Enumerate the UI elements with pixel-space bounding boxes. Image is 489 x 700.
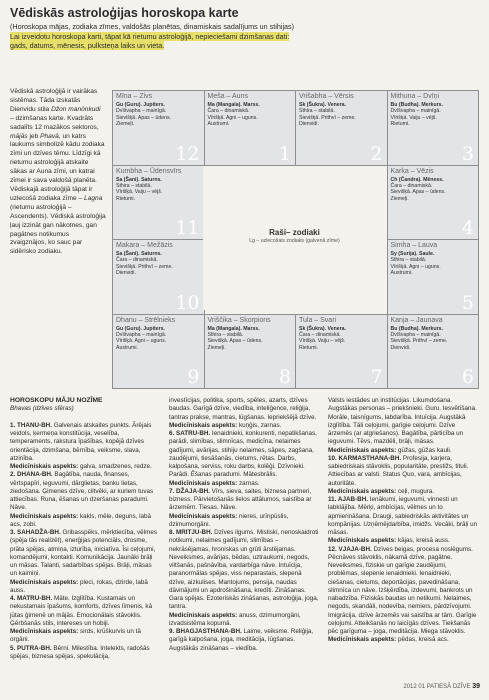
heading-text: HOROSKOPU MĀJU NOZĪME xyxy=(10,397,103,404)
house-cell xyxy=(112,314,205,390)
italic-text: Lagna xyxy=(84,194,103,202)
house-element: Vīrišķā. Vaiju – vējš. xyxy=(299,338,346,345)
medical-label: Medicīniskais aspekts: xyxy=(328,446,397,454)
house-cell xyxy=(387,239,480,315)
house-planet: Sk (Šukra). Venera. xyxy=(299,325,346,332)
medical-text: anuss, dzimumorgāni, izvadsistēma kopumā. xyxy=(169,611,301,627)
house-paragraph xyxy=(10,529,160,579)
italic-text: Phavā xyxy=(40,132,59,140)
medical-text: kakls, mēle, deguns, labā acs, zobi. xyxy=(10,512,152,528)
house-cell xyxy=(204,314,297,390)
text-run: , un katrs laukums simbolizē kādu zodiaka zīmi un dzīves tēmu. Līdzīgi kā rietumu astroloģijā atskaite sākas ar Auna zīmi, un katrai zīmei ir sava valdošā planēta. Vēdiskajā astroloģijā tāpat ir uzlecošā zodiaka zīme – xyxy=(10,132,105,202)
house-label: 8. MRITJU-BH. xyxy=(169,529,213,536)
medical-aspect xyxy=(169,513,319,530)
house-number: 9 xyxy=(187,366,200,388)
medical-text: sirds, krūškurvis un tā orgāni. xyxy=(10,628,141,644)
house-paragraph xyxy=(10,471,160,512)
text-column-1 xyxy=(10,397,160,661)
highlighted-text: Lai izveidotu horoskopa karti, tāpat kā rietumu astroloģijā, nepieciešami dzimšanas dati: xyxy=(10,31,290,41)
house-label: 3. SAHADŽA-BH. xyxy=(10,529,61,536)
house-cell xyxy=(112,165,205,241)
house-cell xyxy=(112,90,205,166)
highlighted-text: gads, datums, mēnesis, pulksteņa laiks un vieta. xyxy=(10,41,165,50)
house-direction: Rietumi. xyxy=(116,195,136,202)
chart-center-title: Raši– zodiaki xyxy=(269,228,320,237)
italic-text: Džon manōnkudi xyxy=(51,105,101,113)
house-quality: Dvīšvapha – mainīgā. xyxy=(390,331,441,338)
house-sign-name: Vriščika – Skorpions xyxy=(207,316,271,324)
house-direction: Dienvidi. xyxy=(390,344,411,351)
house-label: 9. BHAGJASTHANA-BH. xyxy=(169,628,242,635)
house-sign-name: Mithuna – Dvīņi xyxy=(390,93,440,100)
house-direction: Ziemeļi. xyxy=(390,195,409,202)
house-quality: Sthira – stabilā. xyxy=(299,108,335,115)
house-quality: Čara – dinamiskā. xyxy=(299,331,341,338)
house-number: 6 xyxy=(461,366,474,388)
medical-label: Medicīniskais aspekts: xyxy=(10,628,79,635)
medical-text: zarnas. xyxy=(237,479,260,487)
medical-text: kuņģis, zarnas. xyxy=(237,421,282,429)
house-cell xyxy=(387,165,480,241)
house-direction: Dienvidi. xyxy=(116,270,136,276)
medical-label: Medicīniskais aspekts: xyxy=(169,421,238,429)
medical-text: ceļi, mugura. xyxy=(396,487,435,495)
house-direction: Austrumi. xyxy=(207,121,230,127)
house-quality: Dvīšvapha – mainīgā. xyxy=(116,331,167,338)
medical-aspect xyxy=(169,480,319,488)
house-number: 10 xyxy=(175,291,200,314)
house-description: Bagātība, nauda, finanses, vērtspapīri, ieguvumi, dārglietas, banku lietas, ziedošana. Ģimenes dzīve, ciltvēki, ar kuriem tuvas attiecības. Runa, ēšanas un dzeršanas paradumi. Nāve. xyxy=(10,471,154,512)
horoscope-chart xyxy=(112,90,478,388)
house-label: 5. PUTRA-BH. xyxy=(10,644,52,652)
house-quality: Dvīšvapha – mainīgā. xyxy=(116,108,167,115)
house-quality: Čara – dinamiskā. xyxy=(116,257,158,264)
house-planet: Ma (Mangala). Marss. xyxy=(207,325,260,332)
house-quality: Dvīšvapha – mainīgā. xyxy=(390,108,441,115)
house-element: Vīrišķā. Vaiju – vējš. xyxy=(390,114,437,121)
house-paragraph xyxy=(169,488,319,513)
house-quality: Čara – dinamiskā. xyxy=(207,108,250,115)
house-description: Ienākumi, ieguvumi, vinnesti un labklājība. Mērķi, ambīcijas, vēlmes un to apmierināšana. Draugi, sabiedriskās aktivitātes un kompānijas. Uzņēmējdarbība, imidžs. Vecāki, brāļi un māsas. xyxy=(328,496,478,536)
house-paragraph xyxy=(10,595,160,628)
house-number: 2 xyxy=(370,142,383,165)
house-paragraph xyxy=(169,529,319,612)
house-paragraph xyxy=(10,422,160,463)
house-planet: Sa (Šani). Saturns. xyxy=(116,176,162,183)
medical-aspect xyxy=(169,612,319,629)
house-quality: Sthira – stabilā. xyxy=(390,257,427,264)
house-label: 7. DŽAJA-BH. xyxy=(169,487,210,495)
house-direction: Rietumi. xyxy=(390,121,410,127)
house-sign-name: Makara – Mežāzis xyxy=(116,242,173,249)
text-run: Vēdiskā astroloģijā ir vairākas sistēmas. Tāda izskatās Dienvidu stila xyxy=(10,88,98,113)
house-element: Sievišķā. Apas – ūdens. xyxy=(116,114,172,121)
medical-label: Medicīniskais aspekts: xyxy=(10,512,79,520)
house-element: Sievišķā. Prithvī – zeme. xyxy=(299,114,356,121)
medical-text: galva, smadzenes, redze. xyxy=(78,463,152,470)
medical-text: pēdas, kreisā acs. xyxy=(396,636,449,644)
house-sign-name: Dhanu – Strēlnieks xyxy=(116,316,176,324)
sidebar-paragraph xyxy=(10,88,106,257)
house-paragraph xyxy=(169,430,319,480)
medical-text: kājas, kreisā auss. xyxy=(396,537,450,545)
medical-label: Medicīniskais aspekts: xyxy=(169,611,238,619)
house-element: Sievišķā. Apas – ūdens. xyxy=(390,189,446,196)
medical-aspect xyxy=(328,537,478,545)
house-description: Vīrs, sieva, saites, biznesa partneri, bizness. Pārvietošanās lielos attālumos, saistība ar ārzemēm. Tiesas. Nāve. xyxy=(169,487,312,512)
text-column-3 xyxy=(328,397,478,645)
medical-label: Medicīniskais aspekts: xyxy=(169,512,238,520)
house-direction: Austrumi. xyxy=(390,270,413,276)
intro-line: (Horoskopa mājas, zodiaka zīmes, valdošās planētas, dinamiskais sadalījums un stihijas) xyxy=(10,22,295,31)
house-label: 4. MATRU-BH. xyxy=(10,595,53,602)
house-label: 11. AJAB-BH. xyxy=(328,496,369,503)
section-heading xyxy=(10,397,160,405)
medical-text: pleci, rokas, dzirde, labā auss. xyxy=(10,578,148,594)
italic-text: Bhavas (dzīves sfēras) xyxy=(10,405,74,413)
medical-label: Medicīniskais aspekts: xyxy=(328,636,397,644)
house-element: Sievišķā. Prithvī – zeme. xyxy=(390,338,448,345)
house-element: Vīrišķā. Agni – uguns. xyxy=(390,263,441,270)
house-sign-name: Meša – Auns xyxy=(207,93,248,100)
house-description: Dzīves beigas, procesa noslēgums. Pēcnāves stāvoklis, nākamā dzīve, pagātne. Neveiksmes, fiziskie un garīgie zaudējumi, problēmas, slepenie ienaidnieki. Ienaidnieki, ciešanas, cietums, deportācijas, pavedināšana, slimnīca un nāve. Izšķērdība, izdevumi, bankrots un nabadzība. Fiziskās baudas un netikumi. Nelaimes, negods, skandāli, nodevība, nemiers, pārdzīvojumi. Imigrācija, dzīve ārzemēs vai saistība ar tām. Garīgie ceļojumi. Atteikšanās no laicīgās dzīves. Tiekšanās pēc garīguma – joga, meditācija. Miega stāvoklis. xyxy=(328,545,477,635)
medical-aspect xyxy=(328,488,478,496)
house-planet: Sa (Šani). Saturns. xyxy=(116,251,162,257)
medical-label: Medicīniskais aspekts: xyxy=(10,578,79,586)
house-description: Profesija, karjera, sabiedriskais stāvoklis, popularitāte, prestižs, tituli. Attiecības ar valsti. Status Quo, vara, ambīcijas, autoritāte. xyxy=(328,454,469,487)
medical-text: gūžas, gūžas kauli. xyxy=(396,446,452,454)
medical-label: Medicīniskais aspekts: xyxy=(10,463,79,470)
medical-aspect xyxy=(10,513,160,530)
medical-text: nieres, urīnpūslis, dzimumorgāni. xyxy=(169,512,289,528)
house-description: Galvenais atskaites punkts. Ārējais veidols, ķermeņa konstitūcija, veselība, temperaments, raksturа īpašības, kopējā dzīves orientācija, dzimšana, bērnība, veiksme, slava, atzinība. xyxy=(10,421,152,462)
medical-aspect xyxy=(10,463,160,471)
italic-text: mājās xyxy=(10,132,28,140)
chart-center-subtitle: Lg – uzlecošais zodiaks (galvenā zīme) xyxy=(249,238,340,244)
house-description: Bērni. Milestība. Intelekts, radošās spējas, biznesa spējas, spekulācija, xyxy=(10,644,150,660)
sidebar-text xyxy=(10,88,106,257)
spacer xyxy=(10,414,160,422)
house-description: Gribasspēks, mērķtiecība, vēlmes (spēja tās realizēt), enerģijas potenciāls, drosme, prāta spējas, atmiņa, izturība, iniciatīva. Īsi ceļojumi, komandējumi, kontakti. Komunikācija. Jaunāki brāļi un māsas. Talanti, sadarbības spējas. Brāļi, māsas un kaimiņi. xyxy=(10,529,157,578)
house-number: 4 xyxy=(461,217,474,239)
house-description: Valsts iestādes un institūcijas. Likumdošana. Augstākas personas – priekšnieki. Guru. Iesvētīšana. Morāle, taisnīgums, labdarība. Intuīcija. Augstākā izglītība. Tāli ceļojumi, garīgie ceļojumi. Dzīve ārzemēs (ar atgriešanos). Bagātība, pārticība un ieguvumi. Tēvs, mazdēli, brāļi, māsas. xyxy=(328,397,477,446)
page-footer xyxy=(330,683,480,690)
text-run: (rietumu astroloģijā – Ascendents). Vēdiskā astroloģija ļauj izzināt gan nākotnes, gan pagātnes notikumus zvaigznājos, ko sauc par sidērisko zodiaku. xyxy=(10,203,106,256)
house-direction: Dienvidi. xyxy=(299,121,319,127)
house-element: Sievišķā. Prithvī – zeme. xyxy=(116,263,173,270)
house-cell xyxy=(387,90,480,166)
house-quality: Sthira – stabilā. xyxy=(207,331,244,338)
house-number: 1 xyxy=(278,142,291,165)
house-planet: Gu (Guru). Jupiters. xyxy=(116,102,165,108)
house-cell xyxy=(295,90,388,166)
house-paragraph xyxy=(169,628,319,653)
house-cell xyxy=(387,314,480,390)
house-sign-name: Simha – Lauva xyxy=(390,242,438,249)
house-label: 12. VJAJA-BH. xyxy=(328,545,372,553)
house-quality: Čara – dinamiskā. xyxy=(390,182,433,189)
medical-aspect xyxy=(10,628,160,645)
house-number: 8 xyxy=(278,366,291,388)
house-planet: Sy (Surija). Saule. xyxy=(390,251,435,257)
house-sign-name: Kumbha – Ūdensvīrs xyxy=(116,167,182,175)
house-direction: Ziemeļi. xyxy=(207,344,226,351)
house-sign-name: Mīna – Zivs xyxy=(116,93,153,100)
house-number: 12 xyxy=(175,142,200,165)
house-sign-name: Vrišabha – Vērsis xyxy=(299,93,354,100)
house-label: 1. THANU-BH. xyxy=(10,421,52,429)
house-label: 6. SATRU-BH. xyxy=(169,430,211,437)
house-sign-name: Kanja – Jaunava xyxy=(390,316,443,324)
intro-text xyxy=(10,22,478,51)
section-subheading xyxy=(10,405,160,413)
house-label: 10. KARMASTHANA-BH. xyxy=(328,454,402,462)
house-cell xyxy=(204,90,297,166)
intro-line xyxy=(10,32,478,42)
article-title: Vēdiskās astroloģijas horoskopa karte xyxy=(10,6,239,20)
house-element: Vīrišķā. Agni – uguns. xyxy=(116,338,167,345)
house-paragraph xyxy=(328,455,478,488)
house-label: 2. DHANA-BH. xyxy=(10,471,53,479)
house-number: 11 xyxy=(175,217,200,239)
medical-label: Medicīniskais aspekts: xyxy=(169,479,238,487)
house-number: 3 xyxy=(461,142,474,165)
footer-text: 2012 01 PATIESĀ DZĪVE xyxy=(403,684,471,690)
house-description: Ienaidnieki, konkurenti, nepatikšanas, parādi, slimības, slimnīcas, medicīna, nelaimes gadījumi, avārijas, stihiju nelaimes, sāpes, zagšana, zaudējumi, tiesāšanās, cietums, rētas. Darbs, kalpošana, serviss, roku darbs, kolēģi. Dzīvnieki. Parādi. Ēšanas paradumi. Mātesbrālis. xyxy=(169,430,317,479)
text-column-2 xyxy=(169,397,319,653)
house-direction: Rietumi. xyxy=(299,344,319,351)
house-sign-name: Tula – Svari xyxy=(299,316,337,324)
house-element: Sievišķā. Apas – ūdens. xyxy=(207,338,263,345)
house-number: 7 xyxy=(370,366,383,388)
chart-center xyxy=(203,166,386,310)
medical-aspect xyxy=(328,447,478,455)
medical-aspect xyxy=(328,636,478,644)
house-description: Dzīves ilgums. Mistiski, nenoskaidroti notikumi, nelaimes gadījumi, slimības – nekrāsējamas, hroniskas un grūti ārstējamas. Neveiksmes, avārijas, bēdas, uztraukumi, negods, viltšanās, pašnāvība, vardarbīga nāve. Intuīcija, paranormālas spējas, viss neparastais, slepenā dzīve, aizkulises. Mantojums, pensija, naudas dāvinājumi un apdrošināšana, kredīti. Zināšanas. Gara spējas. Ezoteriskās zināšanas, astroloģija, joga, tantra. xyxy=(169,529,319,611)
intro-line xyxy=(10,41,478,51)
text-run: jeb xyxy=(29,132,39,140)
house-paragraph xyxy=(328,397,478,447)
house-element: Vīrišķā. Vaiju – vējš. xyxy=(116,189,163,196)
house-element: Vīrišķā. Agni – uguns. xyxy=(207,114,258,121)
text-run: – dzimšanas karte. Kvadrāts sadalīts 12 mazākos sektoros, xyxy=(10,114,99,131)
house-description: Laime, veiksme. Reliģija, garīgā kalpošana, joga, meditācija, lūgšanas. Augstākās zināšanas – viedība. xyxy=(169,628,314,652)
house-cell xyxy=(112,239,205,315)
house-planet: Ch (Čandra). Mēness. xyxy=(390,176,444,183)
house-description: Māte. Izglītība. Kustamais un nekustamais īpašums, komforts, dzīves līmenis, kā jūtas ģimenē un mājās. Emocionālais stāvoklis. Ģērbšanās stils, intereses un hobiji. xyxy=(10,595,153,627)
page-number: 39 xyxy=(472,683,480,690)
house-planet: Gu (Guru). Jupiters. xyxy=(116,325,165,332)
house-planet: Bu (Budha). Merkurs. xyxy=(390,325,443,332)
house-direction: Austrumi. xyxy=(116,344,138,351)
house-number: 5 xyxy=(461,291,474,314)
medical-label: Medicīniskais aspekts: xyxy=(328,537,397,545)
medical-aspect xyxy=(10,579,160,596)
house-sign-name: Karka – Vēzis xyxy=(390,167,434,175)
medical-label: Medicīniskais aspekts: xyxy=(328,487,397,495)
house-paragraph xyxy=(10,645,160,662)
house-planet: Sk (Šukra). Venera. xyxy=(299,102,346,108)
house-paragraph xyxy=(169,397,319,422)
house-paragraph xyxy=(328,546,478,637)
medical-aspect xyxy=(169,422,319,430)
house-description: investīcijas, politika, sports, spēles, azarts, dzīves baudas. Garīgā dzīve, viedība, inteliģence, reliģija, tantras prakse, mantras, lūgšanas. Iepriekšējā dzīve. xyxy=(169,397,317,421)
house-paragraph xyxy=(328,496,478,537)
house-quality: Sthira – stabilā. xyxy=(116,182,152,189)
house-cell xyxy=(295,314,388,390)
house-planet: Ma (Mangala). Marss. xyxy=(207,102,260,108)
house-direction: Ziemeļi. xyxy=(116,121,135,127)
house-planet: Bu (Budha). Merkurs. xyxy=(390,102,443,108)
